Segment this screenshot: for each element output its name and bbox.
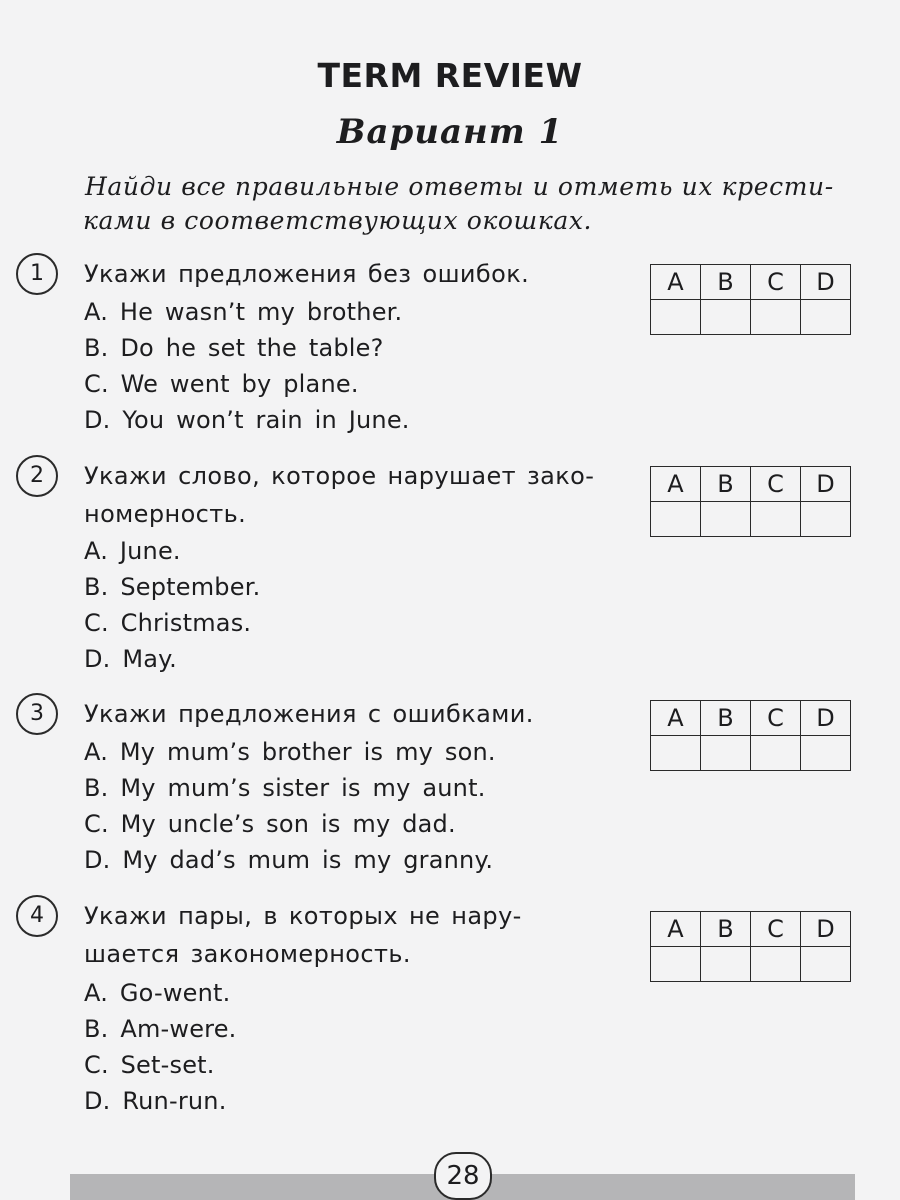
option-list [84,533,260,677]
answer-grid-3 [650,700,851,771]
question-text-line-1: Укажи пары, в которых не нару- [84,902,522,930]
question-number-badge: 4 [16,895,58,937]
question-text [84,457,624,533]
grid-header-c: C [751,265,801,300]
answer-box-a[interactable] [651,300,701,335]
grid-header-d: D [801,912,851,947]
option-a: A. He wasn’t my brother. [84,298,403,326]
grid-header-b: B [701,467,751,502]
answer-grid-1 [650,264,851,335]
answer-box-d[interactable] [801,736,851,771]
question-text: Укажи предложения с ошибками. [84,700,534,728]
instruction [85,170,845,238]
grid-header-c: C [751,467,801,502]
grid-header-d: D [801,467,851,502]
grid-header-c: C [751,701,801,736]
grid-header-a: A [651,701,701,736]
option-a: A. My mum’s brother is my son. [84,738,496,766]
grid-header-a: A [651,912,701,947]
question-text [84,897,624,973]
question-number-badge: 3 [16,693,58,735]
answer-box-a[interactable] [651,947,701,982]
page-number: 28 [434,1152,492,1200]
option-list [84,734,496,878]
answer-box-d[interactable] [801,947,851,982]
grid-header-b: B [701,912,751,947]
answer-box-c[interactable] [751,736,801,771]
question-text-line-2: шается закономерность. [84,940,411,968]
option-a: A. June. [84,537,181,565]
option-d: D. My dad’s mum is my granny. [84,846,494,874]
answer-box-d[interactable] [801,502,851,537]
question-number-badge: 2 [16,455,58,497]
option-b: B. September. [84,573,261,601]
option-b: B. My mum’s sister is my aunt. [84,774,486,802]
answer-box-b[interactable] [701,947,751,982]
option-a: A. Go-went. [84,979,231,1007]
instruction-line-1: Найди все правильные ответы и отметь их крести- [85,172,834,201]
question-text-line-2: номерность. [84,500,247,528]
answer-box-a[interactable] [651,736,701,771]
option-c: C. Christmas. [84,609,252,637]
grid-header-d: D [801,265,851,300]
option-d: D. You won’t rain in June. [84,406,410,434]
option-b: B. Do he set the table? [84,334,384,362]
grid-header-b: B [701,701,751,736]
question-number-badge: 1 [16,253,58,295]
option-d: D. May. [84,645,177,673]
answer-box-c[interactable] [751,947,801,982]
option-d: D. Run-run. [84,1087,227,1115]
answer-box-c[interactable] [751,300,801,335]
answer-box-c[interactable] [751,502,801,537]
answer-box-b[interactable] [701,502,751,537]
option-list [84,294,410,438]
option-b: B. Am-were. [84,1015,237,1043]
option-c: C. We went by plane. [84,370,359,398]
option-list [84,975,237,1119]
answer-box-b[interactable] [701,736,751,771]
variant-title: Вариант 1 [336,112,564,152]
grid-header-b: B [701,265,751,300]
question-text: Укажи предложения без ошибок. [84,260,530,288]
grid-header-a: A [651,265,701,300]
instruction-line-2: ками в соответствующих окошках. [83,206,593,235]
page-title: TERM REVIEW [317,56,583,95]
question-text-line-1: Укажи слово, которое нарушает зако- [84,462,595,490]
answer-box-a[interactable] [651,502,701,537]
answer-grid-2 [650,466,851,537]
option-c: C. My uncle’s son is my dad. [84,810,456,838]
grid-header-c: C [751,912,801,947]
grid-header-a: A [651,467,701,502]
answer-box-d[interactable] [801,300,851,335]
answer-grid-4 [650,911,851,982]
answer-box-b[interactable] [701,300,751,335]
option-c: C. Set-set. [84,1051,215,1079]
grid-header-d: D [801,701,851,736]
